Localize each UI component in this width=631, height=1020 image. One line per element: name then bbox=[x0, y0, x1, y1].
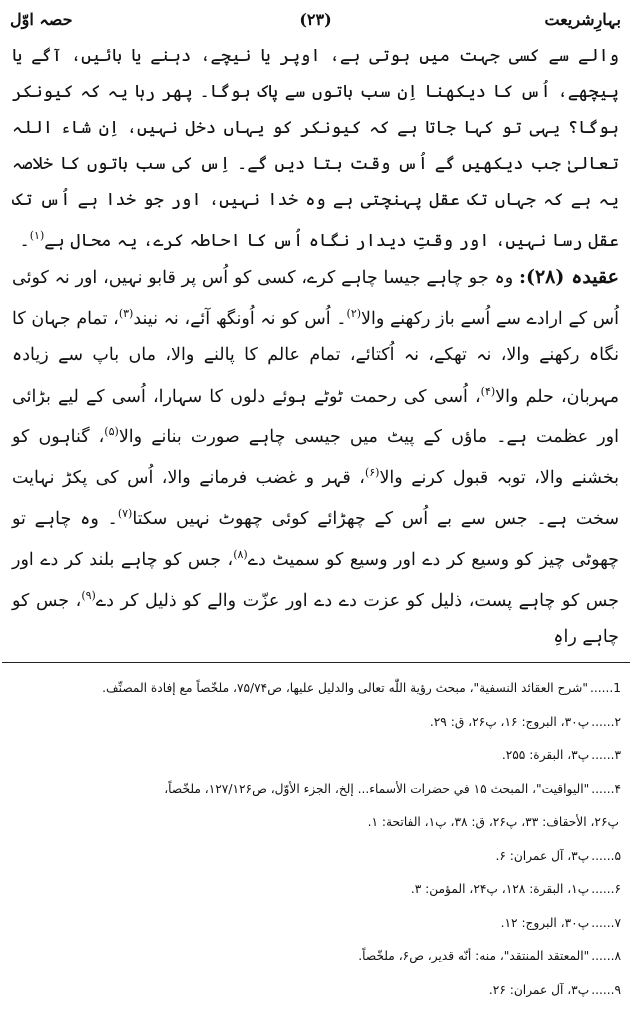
footnote-7 bbox=[10, 907, 621, 941]
footnote-text: "اليواقيت"، المبحث ۱۵ في حضرات الأسماء... إلخ، الجزء الأوّل، ص۱۲۷/۱۲۶، ملخّصاً، bbox=[164, 781, 590, 796]
footnote-text: "شرح العقائد النسفية"، مبحث رؤية اللّٰه تعالى والدليل عليها، ص۷۵/۷۴، ملخّصاً مع إفادة المصنِّف. bbox=[102, 681, 588, 695]
footnote-ref-7[interactable]: (۷) bbox=[117, 507, 133, 521]
paragraph-2 bbox=[12, 259, 619, 655]
footnote-ref-8[interactable]: (۸) bbox=[233, 548, 248, 562]
footnote-text: "المعتقد المنتقد"، منه: أنّه قدير، ص۶، ملخّصاً. bbox=[358, 949, 590, 963]
segment-7: ۔ وہ چاہے تو چھوٹی چیز کو وسیع کر دے اور وسیع کو سمیٹ دے bbox=[12, 509, 620, 571]
segment-1: وہ جو چاہے جیسا چاہے کرے، کسی کو اُس پر قابو نہیں، اور نہ کوئی اُس کے ارادے سے اُسے باز رکھنے والا bbox=[12, 268, 619, 330]
footnote-9 bbox=[10, 974, 621, 1008]
footnote-4-continued bbox=[10, 806, 621, 840]
footnote-5 bbox=[10, 840, 621, 874]
segment-8: ، جس کو چاہے بلند کر دے اور جس کو چاہے پست، ذلیل کو عزت دے دے اور عزّت والے کو ذلیل کر دے bbox=[12, 550, 619, 611]
footnotes bbox=[10, 672, 621, 1007]
footnote-text: پ۱، البقرة: ۱۲۸، پ۲۴، المؤمن: ۳. bbox=[410, 882, 590, 896]
footnote-ref-5[interactable]: (۵) bbox=[104, 425, 119, 439]
footnote-ref-6[interactable]: (۶) bbox=[364, 466, 380, 480]
footnote-6 bbox=[10, 873, 621, 907]
footnote-number: ۷...... bbox=[591, 915, 621, 930]
footnote-text: پ۳، البقرة: ۲۵۵. bbox=[501, 748, 590, 762]
paragraph-1-end: ۔ bbox=[19, 231, 30, 252]
part-label: حصہ اوّل bbox=[10, 9, 73, 29]
segment-2: ۔ اُس کو نہ اُونگھ آئے، نہ نیند bbox=[133, 309, 347, 330]
footnote-ref-9[interactable]: (۹) bbox=[81, 589, 96, 603]
footnote-ref-4[interactable]: (۴) bbox=[480, 384, 496, 398]
book-title: بہارِشریعت bbox=[544, 9, 621, 29]
footnote-text: پ۳۰، البروج: ۱۲. bbox=[500, 915, 590, 930]
footnote-text: پ۳، آل عمران: ۲۶. bbox=[488, 982, 590, 997]
footnote-4 bbox=[10, 773, 621, 807]
segment-5: ، گناہوں کو بخشنے والا، توبہ قبول کرنے والا bbox=[12, 427, 619, 489]
segment-3: ، تمام جہان کا نگاہ رکھنے والا، نہ تھکے، نہ اُکتائے، تمام عالم کا پالنے والا، ماں باپ سے زیادہ مہربان، حلم والا bbox=[12, 309, 619, 407]
footnote-3 bbox=[10, 739, 621, 773]
footnote-number: ۳...... bbox=[591, 748, 621, 762]
aqeeda-label: عقیدہ (۲۸): bbox=[518, 266, 619, 289]
footnote-number: ۶...... bbox=[591, 882, 621, 896]
footnote-2 bbox=[10, 706, 621, 740]
footnote-1 bbox=[10, 672, 621, 706]
segment-9: ، جس کو چاہے راہِ bbox=[12, 590, 619, 648]
footnote-number: ۲...... bbox=[591, 714, 621, 729]
segment-6: ، قہر و غضب فرمانے والا، اُس کی پکڑ نہایت سخت ہے۔ جس سے بے اُس کے چھڑائے کوئی چھوٹ نہیں سکتا bbox=[12, 468, 619, 530]
footnote-number: ۸...... bbox=[591, 949, 621, 963]
page-header bbox=[10, 4, 621, 34]
footnote-ref-3[interactable]: (۳) bbox=[118, 307, 134, 321]
paragraph-1-text: والے سے کسی جہت میں ہوتی ہے، اوپر یا نیچے، دہنے یا بائیں، آگے یا پیچھے، اُس کا دیکھنا اِن سب باتوں سے پاک ہوگا۔ پھر رہا یہ کہ کیونکر ہوگا؟ یہی تو کہا جاتا ہے کہ کیونکر کو یہاں دخل نہیں، اِن شاء اللہ تعالیٰ جب دیکھیں گے اُس وقت بتا دیں گے۔ اِس کی سب باتوں کا خلاصہ یہ ہے کہ جہاں تک عقل پہنچتی ہے وہ خدا نہیں، اور جو خدا ہے اُس تک عقل رسا نہیں، اور وقتِ دیدار نگاہ اُس کا احاطہ کرے، یہ محال ہے bbox=[12, 46, 619, 252]
footnote-number: ۴...... bbox=[591, 781, 621, 796]
footnote-text: پ۳، آل عمران: ۶. bbox=[495, 848, 590, 863]
paragraph-1 bbox=[12, 38, 619, 259]
footnote-ref-1[interactable]: (۱) bbox=[29, 229, 45, 243]
footnote-number: ۵...... bbox=[591, 848, 621, 863]
footnote-number: 1...... bbox=[589, 681, 621, 695]
footnote-text: پ۲۶، الأحقاف: ۳۳، پ۲۶، ق: ۳۸، پ۱، الفاتحة: ۱. bbox=[367, 815, 619, 829]
footnote-ref-2[interactable]: (۲) bbox=[346, 307, 362, 321]
main-text bbox=[12, 38, 619, 655]
footnote-8 bbox=[10, 940, 621, 974]
page-number: (۲۳) bbox=[299, 9, 332, 29]
footnote-number: ۹...... bbox=[591, 982, 621, 997]
footnote-text: پ۳۰، البروج: ۱۶، پ۲۶، ق: ۲۹. bbox=[429, 714, 590, 729]
footnote-divider bbox=[2, 662, 630, 663]
segment-4: ، اُسی کی رحمت ٹوٹے ہوئے دلوں کا سہارا، اُسی کے لیے بڑائی اور عظمت ہے۔ ماؤں کے پیٹ میں جیسی چاہے صورت بنانے والا bbox=[12, 386, 619, 448]
